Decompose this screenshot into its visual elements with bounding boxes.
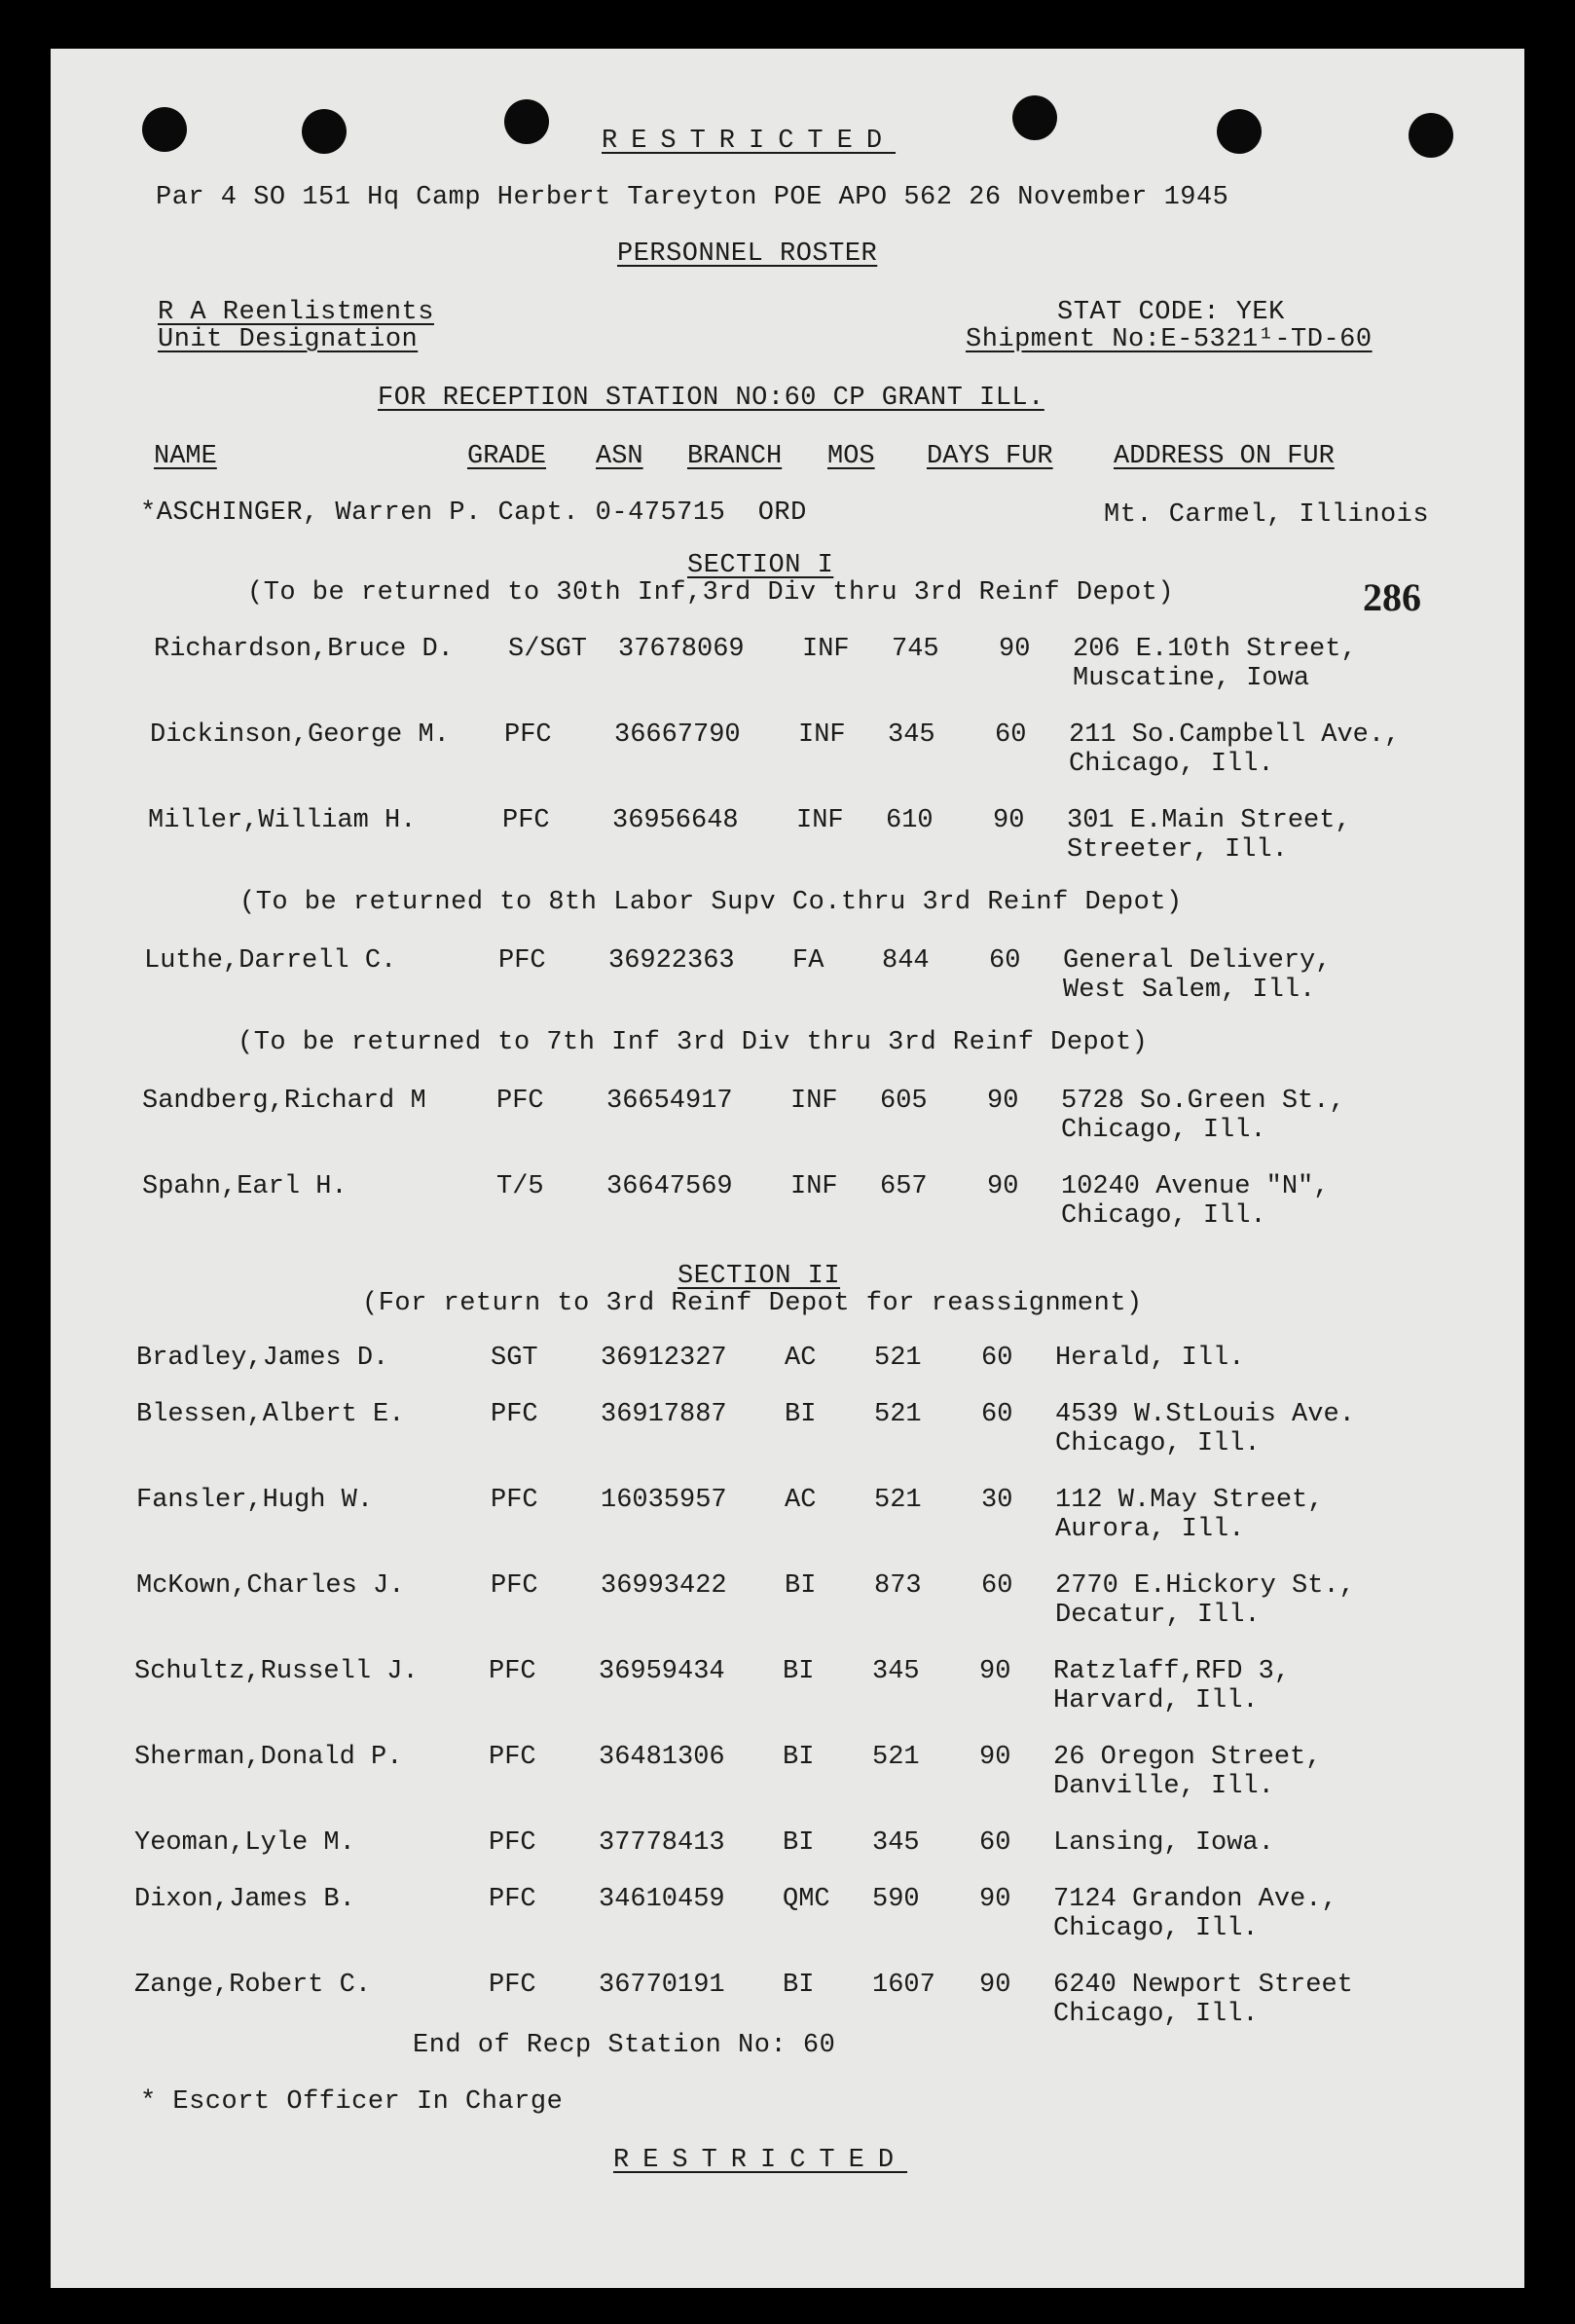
row-address-line-2: Muscatine, Iowa bbox=[1073, 664, 1310, 693]
row-mos: 745 bbox=[892, 635, 939, 664]
col-grade: GRADE bbox=[467, 442, 547, 471]
row-mos: 610 bbox=[886, 806, 934, 835]
row-name: Sherman,Donald P. bbox=[134, 1743, 403, 1772]
punch-hole bbox=[302, 109, 347, 154]
row-name: Richardson,Bruce D. bbox=[154, 635, 454, 664]
row-days: 60 bbox=[981, 1344, 1013, 1373]
col-days: DAYS FUR bbox=[927, 442, 1053, 471]
row-grade: PFC bbox=[502, 806, 550, 835]
row-name: Luthe,Darrell C. bbox=[144, 946, 397, 976]
row-asn: 36912327 bbox=[601, 1344, 727, 1373]
row-address-line-2: West Salem, Ill. bbox=[1063, 976, 1316, 1005]
row-address-line-1: 26 Oregon Street, bbox=[1053, 1743, 1322, 1772]
document-page bbox=[51, 49, 1524, 2288]
row-name: Zange,Robert C. bbox=[134, 1971, 372, 2000]
row-mos: 521 bbox=[874, 1400, 922, 1429]
table-row bbox=[56, 720, 1530, 789]
table-row bbox=[49, 1172, 1522, 1240]
row-name: Dickinson,George M. bbox=[150, 720, 450, 750]
escort-footnote: * Escort Officer In Charge bbox=[140, 2087, 564, 2117]
row-branch: BI bbox=[785, 1571, 817, 1601]
section-1-title: SECTION I bbox=[687, 551, 834, 580]
row-asn: 36770191 bbox=[599, 1971, 725, 2000]
row-branch: INF bbox=[802, 635, 850, 664]
row-branch: INF bbox=[798, 720, 846, 750]
row-days: 60 bbox=[979, 1828, 1011, 1858]
row-asn: 36917887 bbox=[601, 1400, 727, 1429]
row-days: 90 bbox=[987, 1172, 1019, 1201]
row-address-line-2: Decatur, Ill. bbox=[1055, 1601, 1261, 1630]
punch-hole bbox=[142, 107, 187, 152]
row-address-line-2: Aurora, Ill. bbox=[1055, 1515, 1245, 1544]
row-branch: INF bbox=[796, 806, 844, 835]
page-title: PERSONNEL ROSTER bbox=[617, 240, 878, 269]
row-asn: 36993422 bbox=[601, 1571, 727, 1601]
row-grade: SGT bbox=[491, 1344, 538, 1373]
escort-officer: *ASCHINGER, Warren P. Capt. 0-475715 ORD bbox=[140, 498, 807, 528]
row-mos: 345 bbox=[872, 1828, 920, 1858]
shipment-number: Shipment No:E-5321¹-TD-60 bbox=[966, 325, 1373, 354]
row-grade: PFC bbox=[491, 1571, 538, 1601]
row-name: Blessen,Albert E. bbox=[136, 1400, 405, 1429]
row-days: 30 bbox=[981, 1486, 1013, 1515]
row-mos: 590 bbox=[872, 1885, 920, 1914]
row-name: Schultz,Russell J. bbox=[134, 1657, 419, 1686]
row-branch: BI bbox=[783, 1657, 815, 1686]
row-address-line-1: 301 E.Main Street, bbox=[1067, 806, 1351, 835]
row-address-line-2: Chicago, Ill. bbox=[1055, 1429, 1261, 1458]
section-1-note-3: (To be returned to 7th Inf 3rd Div thru 3rd Reinf Depot) bbox=[238, 1028, 1149, 1057]
row-days: 90 bbox=[979, 1657, 1011, 1686]
row-branch: INF bbox=[790, 1087, 838, 1116]
row-days: 90 bbox=[979, 1971, 1011, 2000]
row-mos: 657 bbox=[880, 1172, 928, 1201]
row-grade: PFC bbox=[491, 1486, 538, 1515]
row-asn: 37678069 bbox=[618, 635, 745, 664]
section-1-note-1: (To be returned to 30th Inf,3rd Div thru 3rd Reinf Depot) bbox=[247, 578, 1175, 608]
table-row bbox=[41, 1971, 1515, 2039]
row-address-line-2: Chicago, Ill. bbox=[1053, 1914, 1259, 1943]
section-2-title: SECTION II bbox=[678, 1262, 841, 1291]
row-address-line-1: 206 E.10th Street, bbox=[1073, 635, 1357, 664]
row-asn: 36647569 bbox=[606, 1172, 733, 1201]
table-row bbox=[60, 635, 1534, 703]
row-address-line-1: 2770 E.Hickory St., bbox=[1055, 1571, 1355, 1601]
row-days: 90 bbox=[987, 1087, 1019, 1116]
row-address-line-2: Chicago, Ill. bbox=[1061, 1201, 1266, 1231]
row-asn: 36667790 bbox=[614, 720, 741, 750]
row-grade: S/SGT bbox=[508, 635, 588, 664]
row-address-line-1: 6240 Newport Street bbox=[1053, 1971, 1353, 2000]
row-address-line-1: 10240 Avenue "N", bbox=[1061, 1172, 1330, 1201]
row-asn: 36959434 bbox=[599, 1657, 725, 1686]
row-mos: 521 bbox=[872, 1743, 920, 1772]
row-grade: T/5 bbox=[496, 1172, 544, 1201]
end-of-station: End of Recp Station No: 60 bbox=[413, 2031, 836, 2060]
row-address-line-1: General Delivery, bbox=[1063, 946, 1332, 976]
row-address-line-1: 4539 W.StLouis Ave. bbox=[1055, 1400, 1355, 1429]
row-days: 60 bbox=[981, 1400, 1013, 1429]
row-name: Fansler,Hugh W. bbox=[136, 1486, 374, 1515]
punch-hole bbox=[504, 99, 549, 144]
table-row bbox=[49, 1087, 1522, 1155]
row-mos: 521 bbox=[874, 1486, 922, 1515]
section-2-note: (For return to 3rd Reinf Depot for reassignment) bbox=[362, 1289, 1143, 1318]
order-line: Par 4 SO 151 Hq Camp Herbert Tareyton POE APO 562 26 November 1945 bbox=[156, 183, 1229, 212]
row-mos: 1607 bbox=[872, 1971, 935, 2000]
table-row bbox=[43, 1486, 1517, 1554]
punch-hole bbox=[1409, 113, 1453, 158]
classification-footer: RESTRICTED bbox=[613, 2146, 908, 2175]
row-asn: 34610459 bbox=[599, 1885, 725, 1914]
row-branch: BI bbox=[785, 1400, 817, 1429]
row-mos: 521 bbox=[874, 1344, 922, 1373]
punch-hole bbox=[1012, 95, 1057, 140]
page-number: 286 bbox=[1363, 575, 1421, 619]
escort-address: Mt. Carmel, Illinois bbox=[1104, 500, 1430, 530]
row-mos: 345 bbox=[888, 720, 935, 750]
row-days: 90 bbox=[993, 806, 1025, 835]
unit-line-1: R A Reenlistments bbox=[158, 298, 434, 327]
row-address-line-2: Streeter, Ill. bbox=[1067, 835, 1288, 865]
row-mos: 345 bbox=[872, 1657, 920, 1686]
row-address-line-1: 7124 Grandon Ave., bbox=[1053, 1885, 1337, 1914]
row-branch: INF bbox=[790, 1172, 838, 1201]
row-mos: 605 bbox=[880, 1087, 928, 1116]
row-asn: 36922363 bbox=[608, 946, 735, 976]
row-branch: BI bbox=[783, 1828, 815, 1858]
punch-hole bbox=[1217, 109, 1262, 154]
table-row bbox=[43, 1571, 1517, 1640]
section-1-note-2: (To be returned to 8th Labor Supv Co.thru 3rd Reinf Depot) bbox=[239, 888, 1183, 917]
reception-station: FOR RECEPTION STATION NO:60 CP GRANT ILL. bbox=[378, 384, 1044, 413]
row-grade: PFC bbox=[489, 1828, 536, 1858]
col-branch: BRANCH bbox=[687, 442, 783, 471]
table-row bbox=[51, 946, 1524, 1014]
row-name: McKown,Charles J. bbox=[136, 1571, 405, 1601]
row-address-line-2: Chicago, Ill. bbox=[1053, 2000, 1259, 2029]
row-name: Bradley,James D. bbox=[136, 1344, 389, 1373]
classification-header: RESTRICTED bbox=[602, 127, 897, 156]
row-branch: BI bbox=[783, 1743, 815, 1772]
row-mos: 873 bbox=[874, 1571, 922, 1601]
row-days: 90 bbox=[979, 1743, 1011, 1772]
row-grade: PFC bbox=[496, 1087, 544, 1116]
row-address-line-1: 211 So.Campbell Ave., bbox=[1069, 720, 1401, 750]
col-mos: MOS bbox=[827, 442, 875, 471]
row-address-line-1: Herald, Ill. bbox=[1055, 1344, 1245, 1373]
row-name: Dixon,James B. bbox=[134, 1885, 355, 1914]
row-days: 60 bbox=[989, 946, 1021, 976]
row-asn: 16035957 bbox=[601, 1486, 727, 1515]
row-asn: 36654917 bbox=[606, 1087, 733, 1116]
stat-code: STAT CODE: YEK bbox=[1057, 298, 1285, 327]
table-row bbox=[41, 1657, 1515, 1725]
table-row bbox=[41, 1743, 1515, 1811]
col-address: ADDRESS ON FUR bbox=[1114, 442, 1335, 471]
row-asn: 36481306 bbox=[599, 1743, 725, 1772]
row-branch: QMC bbox=[783, 1885, 830, 1914]
row-days: 90 bbox=[999, 635, 1031, 664]
row-address-line-1: Ratzlaff,RFD 3, bbox=[1053, 1657, 1291, 1686]
row-mos: 844 bbox=[882, 946, 930, 976]
row-days: 60 bbox=[981, 1571, 1013, 1601]
row-name: Yeoman,Lyle M. bbox=[134, 1828, 355, 1858]
row-grade: PFC bbox=[489, 1885, 536, 1914]
row-branch: AC bbox=[785, 1344, 817, 1373]
row-address-line-1: 5728 So.Green St., bbox=[1061, 1087, 1345, 1116]
row-asn: 36956648 bbox=[612, 806, 739, 835]
table-row bbox=[41, 1885, 1515, 1953]
row-grade: PFC bbox=[489, 1971, 536, 2000]
row-branch: FA bbox=[792, 946, 824, 976]
unit-line-2: Unit Designation bbox=[158, 325, 419, 354]
row-name: Sandberg,Richard M bbox=[142, 1087, 426, 1116]
row-asn: 37778413 bbox=[599, 1828, 725, 1858]
row-grade: PFC bbox=[504, 720, 552, 750]
row-branch: BI bbox=[783, 1971, 815, 2000]
table-row bbox=[43, 1400, 1517, 1468]
table-row bbox=[55, 806, 1528, 874]
row-name: Spahn,Earl H. bbox=[142, 1172, 348, 1201]
row-branch: AC bbox=[785, 1486, 817, 1515]
row-days: 60 bbox=[995, 720, 1027, 750]
row-grade: PFC bbox=[489, 1657, 536, 1686]
row-days: 90 bbox=[979, 1885, 1011, 1914]
row-grade: PFC bbox=[491, 1400, 538, 1429]
row-name: Miller,William H. bbox=[148, 806, 417, 835]
row-grade: PFC bbox=[489, 1743, 536, 1772]
row-address-line-1: Lansing, Iowa. bbox=[1053, 1828, 1274, 1858]
row-address-line-1: 112 W.May Street, bbox=[1055, 1486, 1324, 1515]
row-address-line-2: Danville, Ill. bbox=[1053, 1772, 1274, 1801]
col-name: NAME bbox=[154, 442, 217, 471]
row-address-line-2: Chicago, Ill. bbox=[1069, 750, 1274, 779]
row-address-line-2: Harvard, Ill. bbox=[1053, 1686, 1259, 1715]
row-address-line-2: Chicago, Ill. bbox=[1061, 1116, 1266, 1145]
col-asn: ASN bbox=[596, 442, 643, 471]
row-grade: PFC bbox=[498, 946, 546, 976]
